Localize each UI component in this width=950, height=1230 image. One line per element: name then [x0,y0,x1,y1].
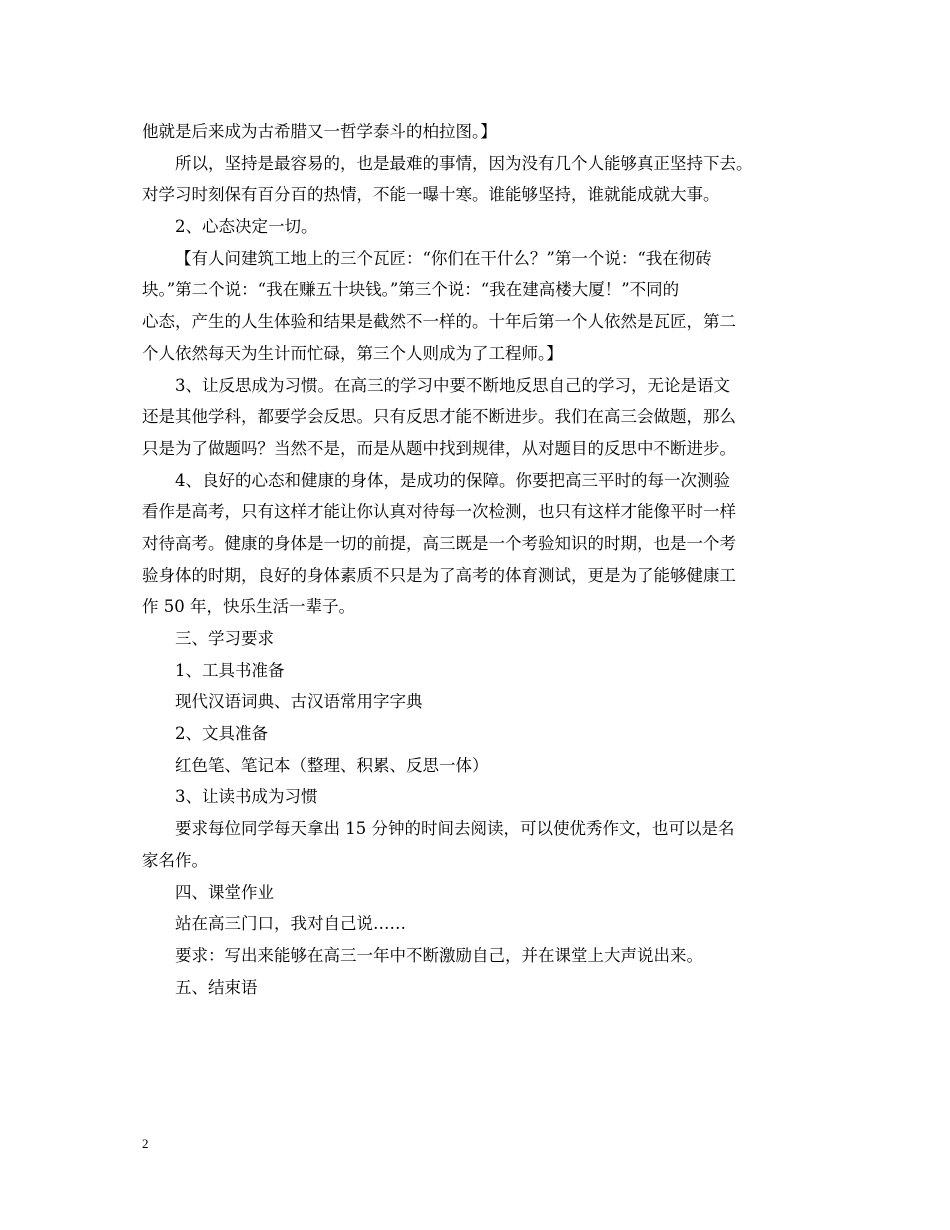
text-line: 红色笔、笔记本（整理、积累、反思一体） [175,755,489,775]
text-line: 2、文具准备 [175,724,268,744]
text-line: 对待高考。健康的身体是一切的前提，高三既是一个考验知识的时期，也是一个考 [142,533,736,553]
text-line: 只是为了做题吗？当然不是，而是从题中找到规律，从对题目的反思中不断进步。 [142,438,736,458]
text-line: 家名作。 [142,850,208,870]
text-line: 站在高三门口，我对自己说…… [175,914,406,934]
text-line: 五、结束语 [175,977,258,997]
text-line: 3、让反思成为习惯。在高三的学习中要不断地反思自己的学习，无论是语文 [175,375,730,395]
text-line: 1、工具书准备 [175,660,285,680]
text-line: 要求每位同学每天拿出 15 分钟的时间去阅读，可以使优秀作文，也可以是名 [175,819,735,839]
text-line: 作 50 年，快乐生活一辈子。 [142,597,355,617]
text-line: 心态，产生的人生体验和结果是截然不一样的。十年后第一个人依然是瓦匠，第二 [142,312,736,332]
text-line: 个人依然每天为生计而忙碌，第三个人则成为了工程师。】 [142,343,563,363]
text-line: 2、心态决定一切。 [175,217,318,237]
text-line: 3、让读书成为习惯 [175,787,318,807]
text-line: 块。”第二个说：“我在赚五十块钱。”第三个说：“我在建高楼大厦！”不同的 [142,280,680,300]
text-line: 验身体的时期，良好的身体素质不只是为了高考的体育测试，更是为了能够健康工 [142,565,736,585]
text-line: 【有人问建筑工地上的三个瓦匠：“你们在干什么？”第一个说：“我在彻砖 [175,248,712,268]
text-line: 看作是高考，只有这样才能让你认真对待每一次检测，也只有这样才能像平时一样 [142,502,736,522]
text-line: 4、良好的心态和健康的身体，是成功的保障。你要把高三平时的每一次测验 [175,470,730,490]
document-body [142,116,810,1003]
page-number: 2 [142,1136,149,1151]
text-line: 四、课堂作业 [175,882,274,902]
text-line: 所以，坚持是最容易的，也是最难的事情，因为没有几个人能够真正坚持下去。 [175,153,753,173]
text-line: 要求：写出来能够在高三一年中不断激励自己，并在课堂上大声说出来。 [175,945,703,965]
text-line: 他就是后来成为古希腊又一哲学泰斗的柏拉图。】 [142,122,497,141]
text-line: 对学习时刻保有百分百的热情，不能一曝十寒。谁能够坚持，谁就能成就大事。 [142,185,720,205]
text-line: 还是其他学科，都要学会反思。只有反思才能不断进步。我们在高三会做题，那么 [142,407,736,427]
text-line: 现代汉语词典、古汉语常用字字典 [175,692,423,712]
text-line: 三、学习要求 [175,629,274,648]
